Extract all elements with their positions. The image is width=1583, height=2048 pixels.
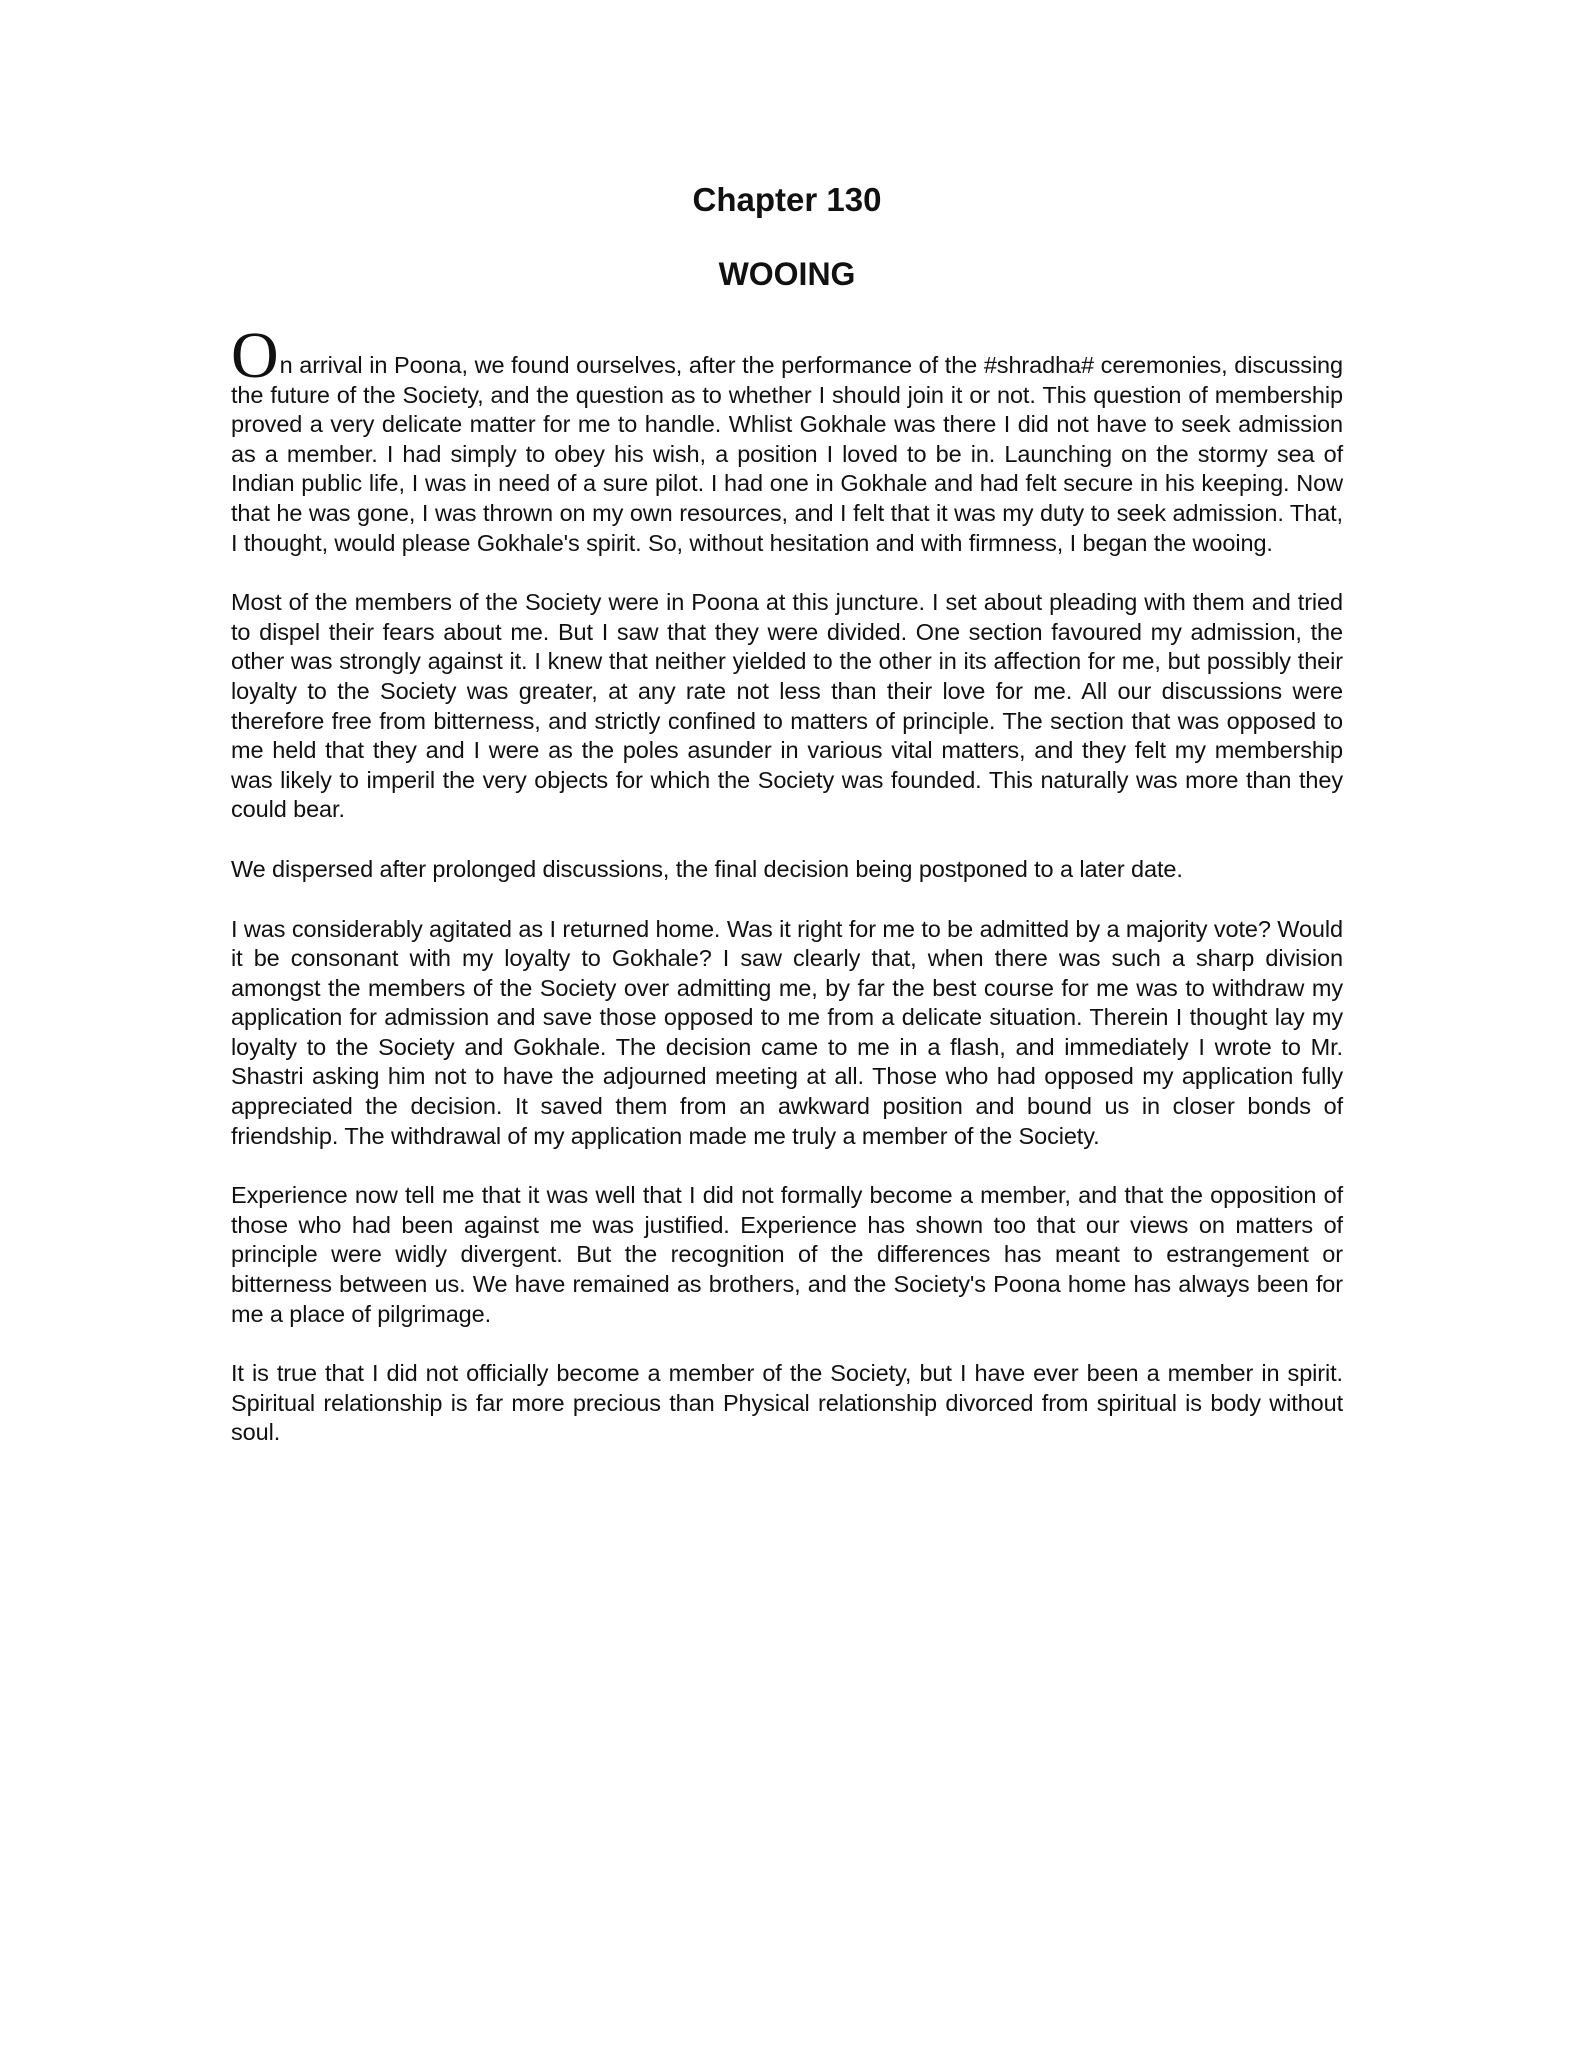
document-page [231,180,1343,1478]
chapter-title: WOOING [718,256,856,292]
chapter-body [231,319,1343,1448]
paragraph-5: Experience now tell me that it was well that I did not formally become a member, and that the opposition of those who had been against me was justified. Experience has shown too that our views on matters of principle were widly divergent. But the recognition of the differences has meant to estrangement or bitterness between us. We have remained as brothers, and the Society's Poona home has always been for me a place of pilgrimage. [231,1182,1343,1327]
paragraph-3: We dispersed after prolonged discussions, the final decision being postponed to a later date. [231,855,1183,882]
paragraph-6: It is true that I did not officially become a member of the Society, but I have ever been a member in spirit. Spiritual relationship is far more precious than Physical relationship divorced from spiritual is body without soul. [231,1360,1343,1446]
paragraph-2: Most of the members of the Society were in Poona at this juncture. I set about pleading with them and tried to dispel their fears about me. But I saw that they were divided. One section favoured my admission, the other was strongly against it. I knew that neither yielded to the other in its affection for me, but possibly their loyalty to the Society was greater, at any rate not less than their love for me. All our discussions were therefore free from bitterness, and strictly confined to matters of principle. The section that was opposed to me held that they and I were as the poles asunder in various vital matters, and they felt my membership was likely to imperil the very objects for which the Society was founded. This naturally was more than they could bear. [231,589,1343,823]
drop-cap: O [231,319,279,392]
paragraph-1 [231,319,1343,558]
paragraph-1-text: n arrival in Poona, we found ourselves, after the performance of the #shradha# ceremonies, discussing the future of the Society, and the question as to whether I should join it or not. This question of membership proved a very delicate matter for me to handle. Whlist Gokhale was there I did not have to seek admission as a member. I had simply to obey his wish, a position I loved to be in. Launching on the stormy sea of Indian public life, I was in need of a sure pilot. I had one in Gokhale and had felt secure in his keeping. Now that he was gone, I was thrown on my own resources, and I felt that it was my duty to seek admission. That, I thought, would please Gokhale's spirit. So, without hesitation and with firmness, I began the wooing. [231,352,1343,556]
chapter-number-heading: Chapter 130 [692,181,882,218]
paragraph-4: I was considerably agitated as I returned home. Was it right for me to be admitted by a majority vote? Would it be consonant with my loyalty to Gokhale? I saw clearly that, when there was such a sharp division amongst the members of the Society over admitting me, by far the best course for me was to withdraw my application for admission and save those opposed to me from a delicate situation. Therein I thought lay my loyalty to the Society and Gokhale. The decision came to me in a flash, and immediately I wrote to Mr. Shastri asking him not to have the adjourned meeting at all. Those who had opposed my application fully appreciated the decision. It saved them from an awkward position and bound us in closer bonds of friendship. The withdrawal of my application made me truly a member of the Society. [231,915,1343,1149]
